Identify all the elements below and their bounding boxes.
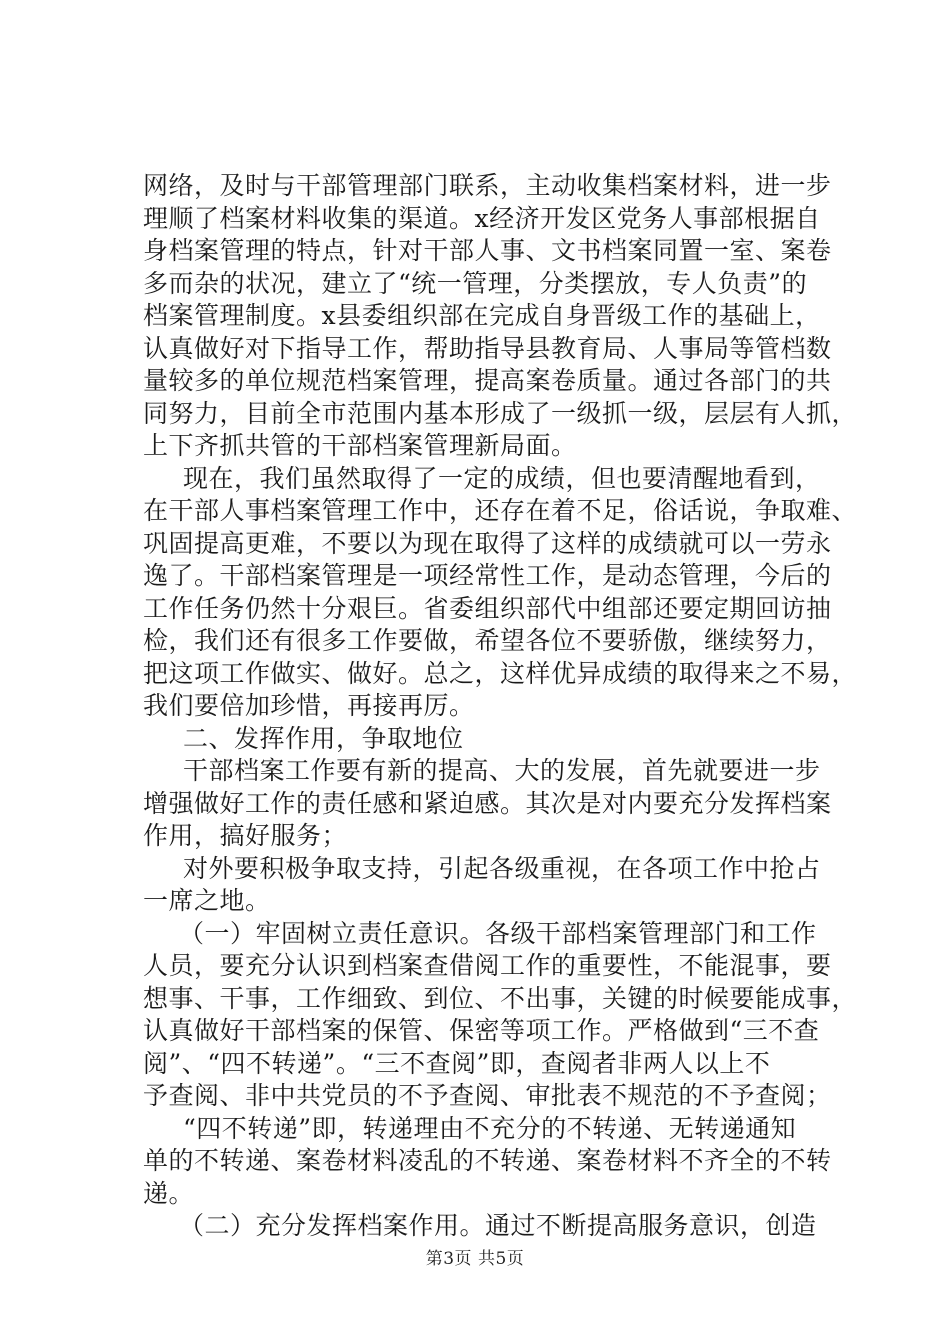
page-footer: 第3页 共5页 <box>425 1249 525 1269</box>
text-line: 检，我们还有很多工作要做，希望各位不要骄傲，继续努力， <box>143 626 832 655</box>
paragraph-start-line: 现在，我们虽然取得了一定的成绩，但也要清醒地看到， <box>183 463 821 493</box>
text-line: 身档案管理的特点，针对干部人事、文书档案同置一室、案卷 <box>143 236 832 265</box>
text-line: 理顺了档案材料收集的渠道。x经济开发区党务人事部根据自 <box>143 203 821 233</box>
text-line: 网络，及时与干部管理部门联系，主动收集档案材料，进一步 <box>143 171 832 200</box>
document-body <box>143 170 858 1243</box>
text-line: 量较多的单位规范档案管理，提高案卷质量。通过各部门的共 <box>143 366 832 395</box>
subsection-heading-line: （一）牢固树立责任意识。各级干部档案管理部门和工作 <box>179 918 817 948</box>
text-line: 多而杂的状况，建立了“统一管理，分类摆放，专人负责”的 <box>143 268 808 298</box>
text-line: 认真做好干部档案的保管、保密等项工作。严格做到“三不查 <box>143 1016 820 1045</box>
text-line: 递。 <box>143 1178 195 1208</box>
text-line: 逸了。干部档案管理是一项经常性工作，是动态管理，今后的 <box>143 561 832 590</box>
paragraph-start-line: 干部档案工作要有新的提高、大的发展，首先就要进一步 <box>183 756 821 785</box>
paragraph-start-line: “四不转递”即，转递理由不充分的不转递、无转递通知 <box>183 1113 797 1143</box>
text-line: 作用，搞好服务； <box>143 821 348 850</box>
text-line: 工作任务仍然十分艰巨。省委组织部代中组部还要定期回访抽 <box>143 593 832 623</box>
text-line: 在干部人事档案管理工作中，还存在着不足，俗话说，争取难、 <box>143 496 858 525</box>
text-line: 增强做好工作的责任感和紧迫感。其次是对内要充分发挥档案 <box>143 788 832 818</box>
paragraph-start-line: 对外要积极争取支持，引起各级重视，在各项工作中抢占 <box>183 853 821 883</box>
text-line: 阅”、“四不转递”。“三不查阅”即，查阅者非两人以上不 <box>143 1048 771 1078</box>
text-line: 我们要倍加珍惜，再接再厉。 <box>143 691 475 720</box>
text-line: 予查阅、非中共党员的不予查阅、审批表不规范的不予查阅； <box>143 1081 832 1110</box>
text-line: 档案管理制度。x县委组织部在完成自身晋级工作的基础上， <box>143 301 821 330</box>
text-line: 认真做好对下指导工作，帮助指导县教育局、人事局等管档数 <box>143 333 832 363</box>
text-line: 一席之地。 <box>143 886 271 915</box>
text-line: 人员，要充分认识到档案查借阅工作的重要性，不能混事，要 <box>143 951 832 980</box>
text-line: 同努力，目前全市范围内基本形成了一级抓一级，层层有人抓， <box>143 398 858 428</box>
text-line: 巩固提高更难，不要以为现在取得了这样的成绩就可以一劳永 <box>143 528 832 558</box>
text-line: 把这项工作做实、做好。总之，这样优异成绩的取得来之不易， <box>143 658 858 688</box>
text-line: 想事、干事，工作细致、到位、不出事，关键的时候要能成事， <box>143 983 858 1013</box>
subsection-heading-line: （二）充分发挥档案作用。通过不断提高服务意识，创造 <box>179 1211 817 1240</box>
text-line: 上下齐抓共管的干部档案管理新局面。 <box>143 431 577 460</box>
text-line: 单的不转递、案卷材料凌乱的不转递、案卷材料不齐全的不转 <box>143 1146 832 1175</box>
section-heading: 二、发挥作用，争取地位 <box>183 723 464 753</box>
